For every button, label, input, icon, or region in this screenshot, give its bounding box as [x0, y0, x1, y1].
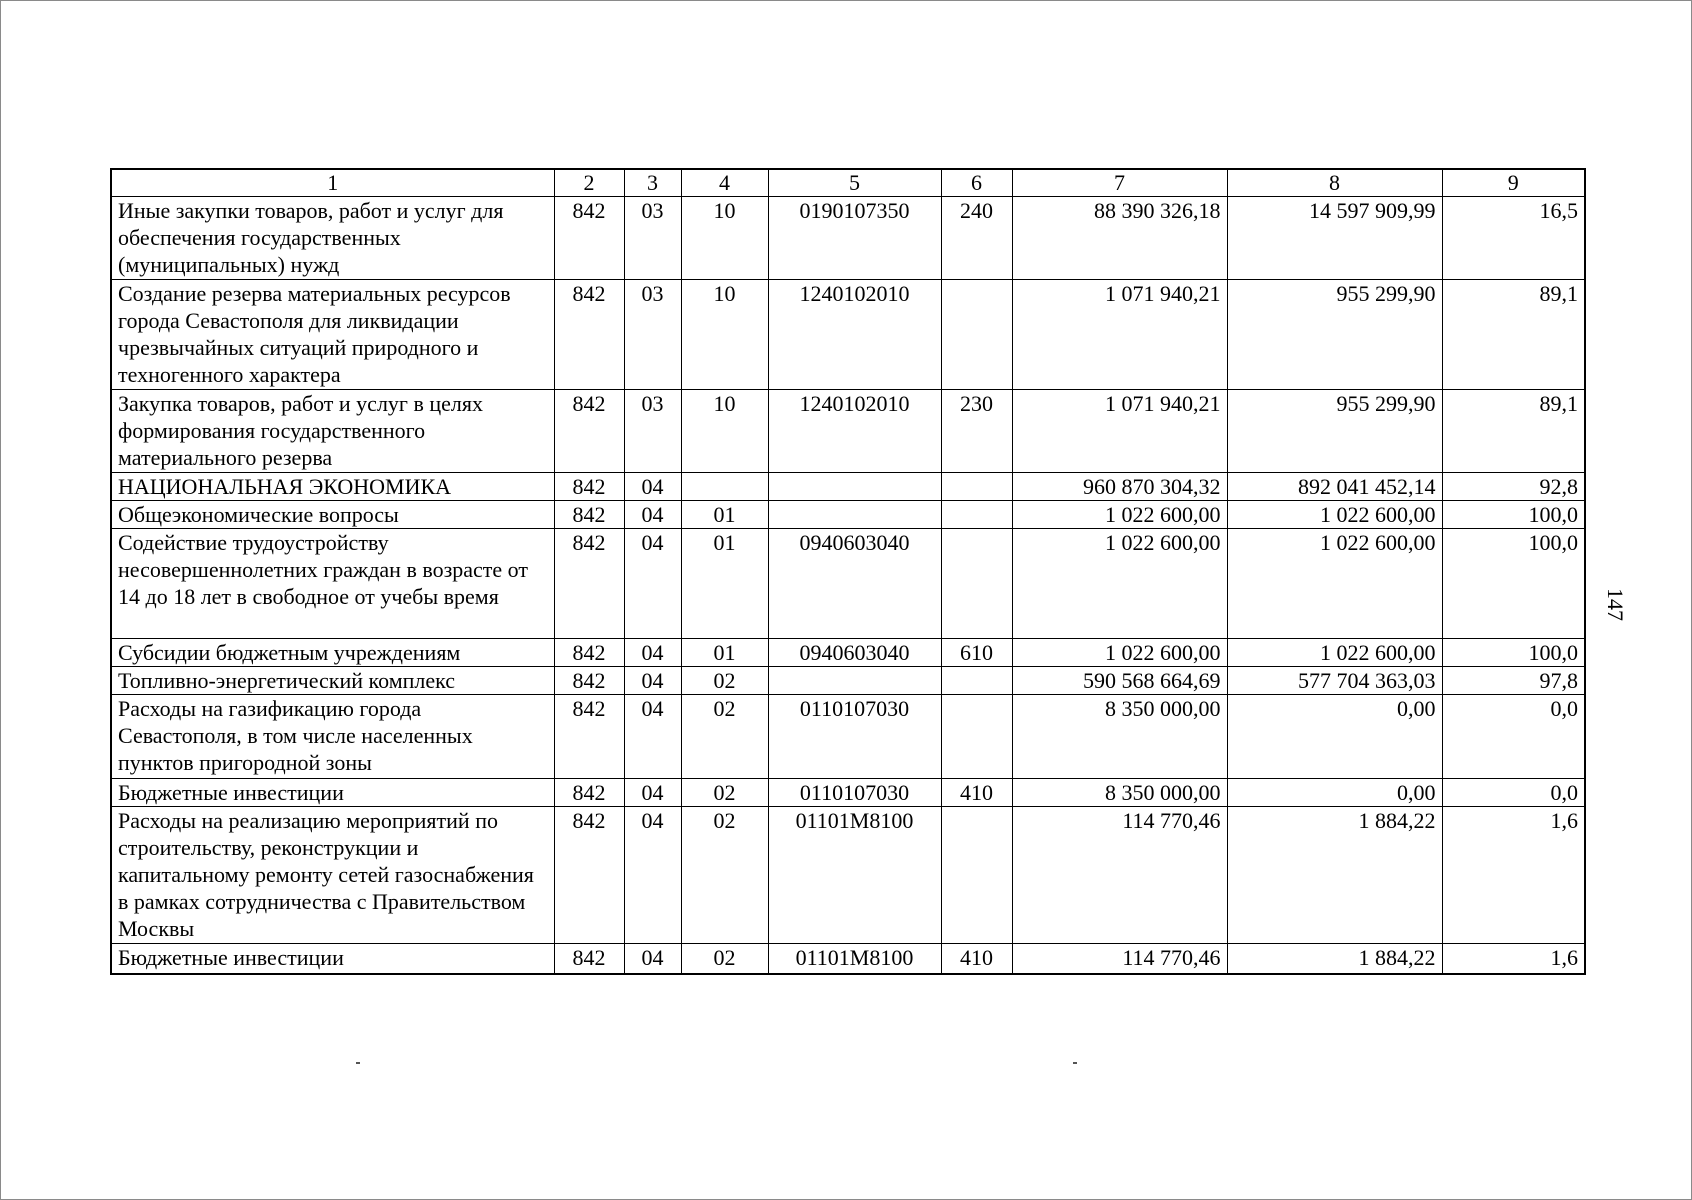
target-article-code: 1240102010: [768, 390, 941, 473]
executed-amount: 577 704 363,03: [1227, 667, 1442, 695]
header-col-9: 9: [1442, 169, 1585, 197]
table-row: [111, 639, 1585, 667]
ministry-code: 842: [554, 280, 624, 390]
budget-table: [110, 168, 1586, 975]
section-code: 04: [624, 473, 681, 501]
executed-amount: 0,00: [1227, 695, 1442, 779]
execution-percent: 100,0: [1442, 639, 1585, 667]
executed-amount: 1 022 600,00: [1227, 501, 1442, 529]
execution-percent: 92,8: [1442, 473, 1585, 501]
section-code: 04: [624, 807, 681, 944]
subsection-code: 01: [681, 639, 768, 667]
target-article-code: [768, 473, 941, 501]
section-code: 04: [624, 779, 681, 807]
scan-speck: [1073, 1062, 1077, 1064]
target-article-code: 0110107030: [768, 779, 941, 807]
subsection-code: 02: [681, 779, 768, 807]
header-col-4: 4: [681, 169, 768, 197]
executed-amount: 1 884,22: [1227, 807, 1442, 944]
expense-name: Бюджетные инвестиции: [111, 779, 554, 807]
section-code: 04: [624, 639, 681, 667]
expense-name: Содействие трудоустройству несовершеннолетних граждан в возрасте от 14 до 18 лет в свободное от учебы время: [111, 529, 554, 639]
subsection-code: 02: [681, 667, 768, 695]
table-row: [111, 529, 1585, 639]
target-article-code: 0940603040: [768, 639, 941, 667]
subsection-code: 01: [681, 529, 768, 639]
subsection-code: 10: [681, 197, 768, 280]
header-col-6: 6: [941, 169, 1012, 197]
execution-percent: 97,8: [1442, 667, 1585, 695]
expense-name: НАЦИОНАЛЬНАЯ ЭКОНОМИКА: [111, 473, 554, 501]
expense-name: Расходы на реализацию мероприятий по строительству, реконструкции и капитальному ремонту сетей газоснабжения в рамках сотрудничества с Правительством Москвы: [111, 807, 554, 944]
table-row: [111, 667, 1585, 695]
ministry-code: 842: [554, 807, 624, 944]
header-col-7: 7: [1012, 169, 1227, 197]
planned-amount: 960 870 304,32: [1012, 473, 1227, 501]
subsection-code: 01: [681, 501, 768, 529]
executed-amount: 955 299,90: [1227, 280, 1442, 390]
target-article-code: 0110107030: [768, 695, 941, 779]
execution-percent: 1,6: [1442, 807, 1585, 944]
target-article-code: 1240102010: [768, 280, 941, 390]
header-col-8: 8: [1227, 169, 1442, 197]
planned-amount: 1 071 940,21: [1012, 390, 1227, 473]
table-row: [111, 390, 1585, 473]
section-code: 03: [624, 280, 681, 390]
executed-amount: 955 299,90: [1227, 390, 1442, 473]
scan-speck: [356, 1062, 360, 1064]
target-article-code: 0940603040: [768, 529, 941, 639]
expense-name: Топливно-энергетический комплекс: [111, 667, 554, 695]
target-article-code: [768, 501, 941, 529]
executed-amount: 1 022 600,00: [1227, 529, 1442, 639]
expense-name: Субсидии бюджетным учреждениям: [111, 639, 554, 667]
header-col-1: 1: [111, 169, 554, 197]
expense-type-code: 410: [941, 944, 1012, 974]
table-row: [111, 944, 1585, 974]
executed-amount: 1 022 600,00: [1227, 639, 1442, 667]
target-article-code: 0190107350: [768, 197, 941, 280]
planned-amount: 114 770,46: [1012, 944, 1227, 974]
subsection-code: 02: [681, 807, 768, 944]
subsection-code: [681, 473, 768, 501]
target-article-code: 01101M8100: [768, 944, 941, 974]
execution-percent: 16,5: [1442, 197, 1585, 280]
planned-amount: 1 071 940,21: [1012, 280, 1227, 390]
planned-amount: 1 022 600,00: [1012, 639, 1227, 667]
section-code: 04: [624, 695, 681, 779]
table-row: [111, 197, 1585, 280]
execution-percent: 1,6: [1442, 944, 1585, 974]
expense-type-code: 230: [941, 390, 1012, 473]
table-row: [111, 807, 1585, 944]
expense-name: Расходы на газификацию города Севастополя, в том числе населенных пунктов пригородной зоны: [111, 695, 554, 779]
header-col-3: 3: [624, 169, 681, 197]
page-number: 147: [1603, 588, 1628, 621]
execution-percent: 100,0: [1442, 529, 1585, 639]
target-article-code: [768, 667, 941, 695]
ministry-code: 842: [554, 695, 624, 779]
section-code: 04: [624, 944, 681, 974]
execution-percent: 0,0: [1442, 695, 1585, 779]
table-row: [111, 695, 1585, 779]
subsection-code: 10: [681, 280, 768, 390]
expense-type-code: [941, 695, 1012, 779]
table-row: [111, 473, 1585, 501]
ministry-code: 842: [554, 501, 624, 529]
section-code: 04: [624, 501, 681, 529]
table-row: [111, 280, 1585, 390]
expense-type-code: 240: [941, 197, 1012, 280]
expense-type-code: [941, 807, 1012, 944]
execution-percent: 89,1: [1442, 390, 1585, 473]
expense-name: Создание резерва материальных ресурсов города Севастополя для ликвидации чрезвычайных ситуаций природного и техногенного характера: [111, 280, 554, 390]
executed-amount: 0,00: [1227, 779, 1442, 807]
expense-type-code: [941, 501, 1012, 529]
executed-amount: 14 597 909,99: [1227, 197, 1442, 280]
target-article-code: 01101M8100: [768, 807, 941, 944]
planned-amount: 590 568 664,69: [1012, 667, 1227, 695]
planned-amount: 1 022 600,00: [1012, 529, 1227, 639]
ministry-code: 842: [554, 473, 624, 501]
expense-name: Бюджетные инвестиции: [111, 944, 554, 974]
table-row: [111, 779, 1585, 807]
expense-name: Закупка товаров, работ и услуг в целях формирования государственного материального резерва: [111, 390, 554, 473]
ministry-code: 842: [554, 639, 624, 667]
planned-amount: 8 350 000,00: [1012, 695, 1227, 779]
table-row: [111, 501, 1585, 529]
header-row: [111, 169, 1585, 197]
planned-amount: 88 390 326,18: [1012, 197, 1227, 280]
section-code: 04: [624, 529, 681, 639]
header-col-5: 5: [768, 169, 941, 197]
expense-type-code: [941, 667, 1012, 695]
ministry-code: 842: [554, 197, 624, 280]
section-code: 03: [624, 197, 681, 280]
expense-type-code: 610: [941, 639, 1012, 667]
ministry-code: 842: [554, 390, 624, 473]
execution-percent: 100,0: [1442, 501, 1585, 529]
header-col-2: 2: [554, 169, 624, 197]
expense-name: Иные закупки товаров, работ и услуг для обеспечения государственных (муниципальных) нужд: [111, 197, 554, 280]
subsection-code: 02: [681, 695, 768, 779]
ministry-code: 842: [554, 779, 624, 807]
expense-type-code: [941, 473, 1012, 501]
planned-amount: 1 022 600,00: [1012, 501, 1227, 529]
section-code: 04: [624, 667, 681, 695]
ministry-code: 842: [554, 529, 624, 639]
planned-amount: 8 350 000,00: [1012, 779, 1227, 807]
expense-type-code: [941, 529, 1012, 639]
ministry-code: 842: [554, 944, 624, 974]
subsection-code: 02: [681, 944, 768, 974]
expense-type-code: 410: [941, 779, 1012, 807]
expense-name: Общеэкономические вопросы: [111, 501, 554, 529]
executed-amount: 892 041 452,14: [1227, 473, 1442, 501]
executed-amount: 1 884,22: [1227, 944, 1442, 974]
expense-type-code: [941, 280, 1012, 390]
execution-percent: 0,0: [1442, 779, 1585, 807]
planned-amount: 114 770,46: [1012, 807, 1227, 944]
execution-percent: 89,1: [1442, 280, 1585, 390]
section-code: 03: [624, 390, 681, 473]
ministry-code: 842: [554, 667, 624, 695]
subsection-code: 10: [681, 390, 768, 473]
